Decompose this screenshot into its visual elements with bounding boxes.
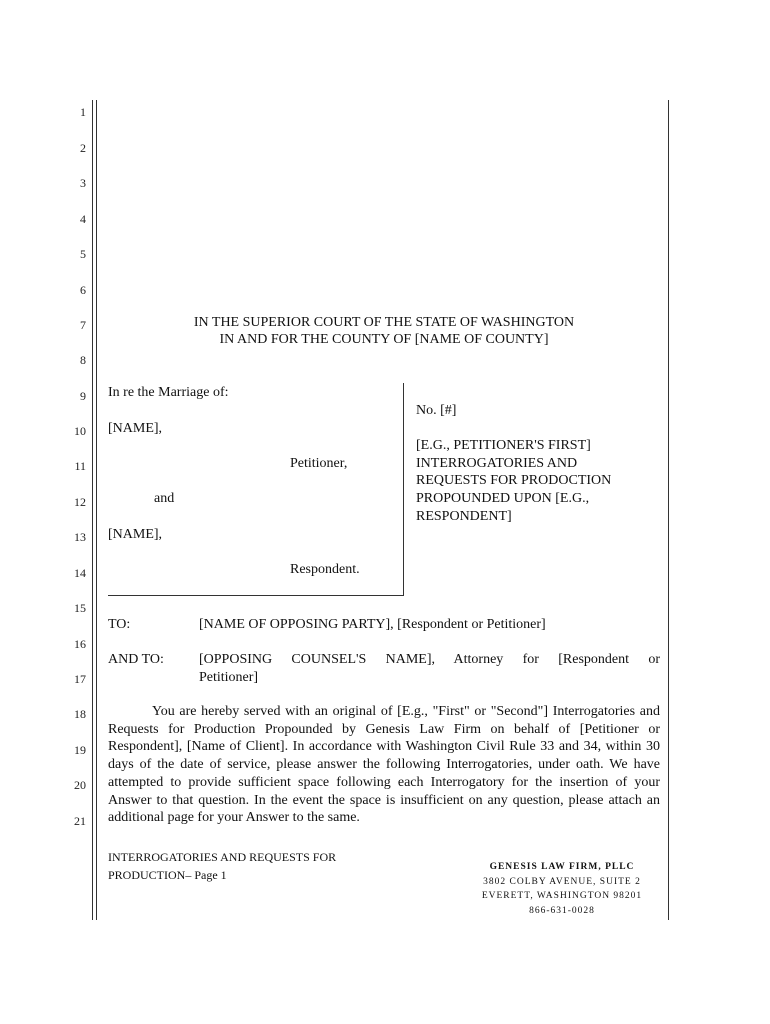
body-paragraph: [108, 703, 660, 827]
footer-title-line-1: INTERROGATORIES AND REQUESTS FOR: [108, 850, 337, 864]
line-number: 11: [74, 459, 86, 473]
line-number: 9: [80, 389, 86, 403]
document-title-line: INTERROGATORIES AND: [416, 456, 578, 471]
and-to-value-line-2: Petitioner]: [199, 670, 259, 685]
line-number: 15: [74, 601, 86, 615]
left-margin-rule-inner: [96, 100, 97, 920]
body-paragraph-text: You are hereby served with an original of [E.g., "First" or "Second"] Interrogatories and Requests for Production Propounded by Genesis Law Firm on behalf of [Petitioner or Respondent], [Name of Client]. In accordance with Washington Civil Rule 33 and 34, within 30 days of the date of service, please answer the following Interrogatories, under oath. We have attempted to provide sufficient space following each Interrogatory for the insertion of your Answer to that question. In the event the space is insufficient on any question, please attach an additional page for your Answer to the same.: [108, 704, 660, 826]
line-number: 16: [74, 637, 86, 651]
line-number: 12: [74, 495, 86, 509]
line-number: 5: [80, 247, 86, 261]
line-number: 21: [74, 814, 86, 828]
line-number: 20: [74, 778, 86, 792]
footer-title-line-2: PRODUCTION– Page 1: [108, 868, 227, 882]
line-number: 1: [80, 105, 86, 119]
footer-firm-block: [462, 860, 662, 918]
right-margin-rule: [668, 100, 669, 920]
line-number: 14: [74, 566, 86, 580]
document-title-line: REQUESTS FOR PRODOCTION: [416, 473, 612, 488]
line-number: 4: [80, 212, 86, 226]
firm-phone: 866-631-0028: [529, 905, 595, 916]
line-number: 10: [74, 424, 86, 438]
line-number: 7: [80, 318, 86, 332]
document-title-line: RESPONDENT]: [416, 509, 512, 524]
case-number: No. [#]: [416, 403, 457, 418]
line-number: 17: [74, 672, 86, 686]
footer-document-title: [108, 848, 336, 884]
caption-respondent-label: Respondent.: [290, 562, 360, 577]
caption-petitioner-name: [NAME],: [108, 421, 163, 436]
line-number: 19: [74, 743, 86, 757]
caption-horizontal-rule: [108, 595, 404, 596]
caption-vertical-rule: [403, 383, 404, 596]
line-number: 6: [80, 283, 86, 297]
line-number: 18: [74, 707, 86, 721]
to-label: TO:: [108, 617, 131, 632]
to-value: [NAME OF OPPOSING PARTY], [Respondent or Petitioner]: [199, 617, 546, 632]
caption-in-re: In re the Marriage of:: [108, 385, 229, 400]
line-number: 8: [80, 353, 86, 367]
caption-and: and: [154, 491, 175, 506]
document-title-line: PROPOUNDED UPON [E.G.,: [416, 491, 590, 506]
firm-name: GENESIS LAW FIRM, PLLC: [489, 862, 635, 872]
left-margin-rule-outer: [92, 100, 93, 920]
firm-address-line-1: 3802 COLBY AVENUE, SUITE 2: [483, 876, 641, 887]
caption-petitioner-label: Petitioner,: [290, 456, 348, 471]
and-to-label: AND TO:: [108, 652, 164, 667]
line-number: 2: [80, 141, 86, 155]
court-heading-line-2: IN AND FOR THE COUNTY OF [NAME OF COUNTY]: [219, 332, 549, 347]
document-title-line: [E.G., PETITIONER'S FIRST]: [416, 438, 591, 453]
line-number: 3: [80, 176, 86, 190]
firm-address-line-2: EVERETT, WASHINGTON 98201: [481, 891, 643, 901]
line-number: 13: [74, 530, 86, 544]
caption-respondent-name: [NAME],: [108, 527, 163, 542]
and-to-value-line-1: [OPPOSING COUNSEL'S NAME], Attorney for [Respondent or: [199, 652, 660, 667]
court-heading-line-1: IN THE SUPERIOR COURT OF THE STATE OF WASHINGTON: [193, 315, 575, 330]
